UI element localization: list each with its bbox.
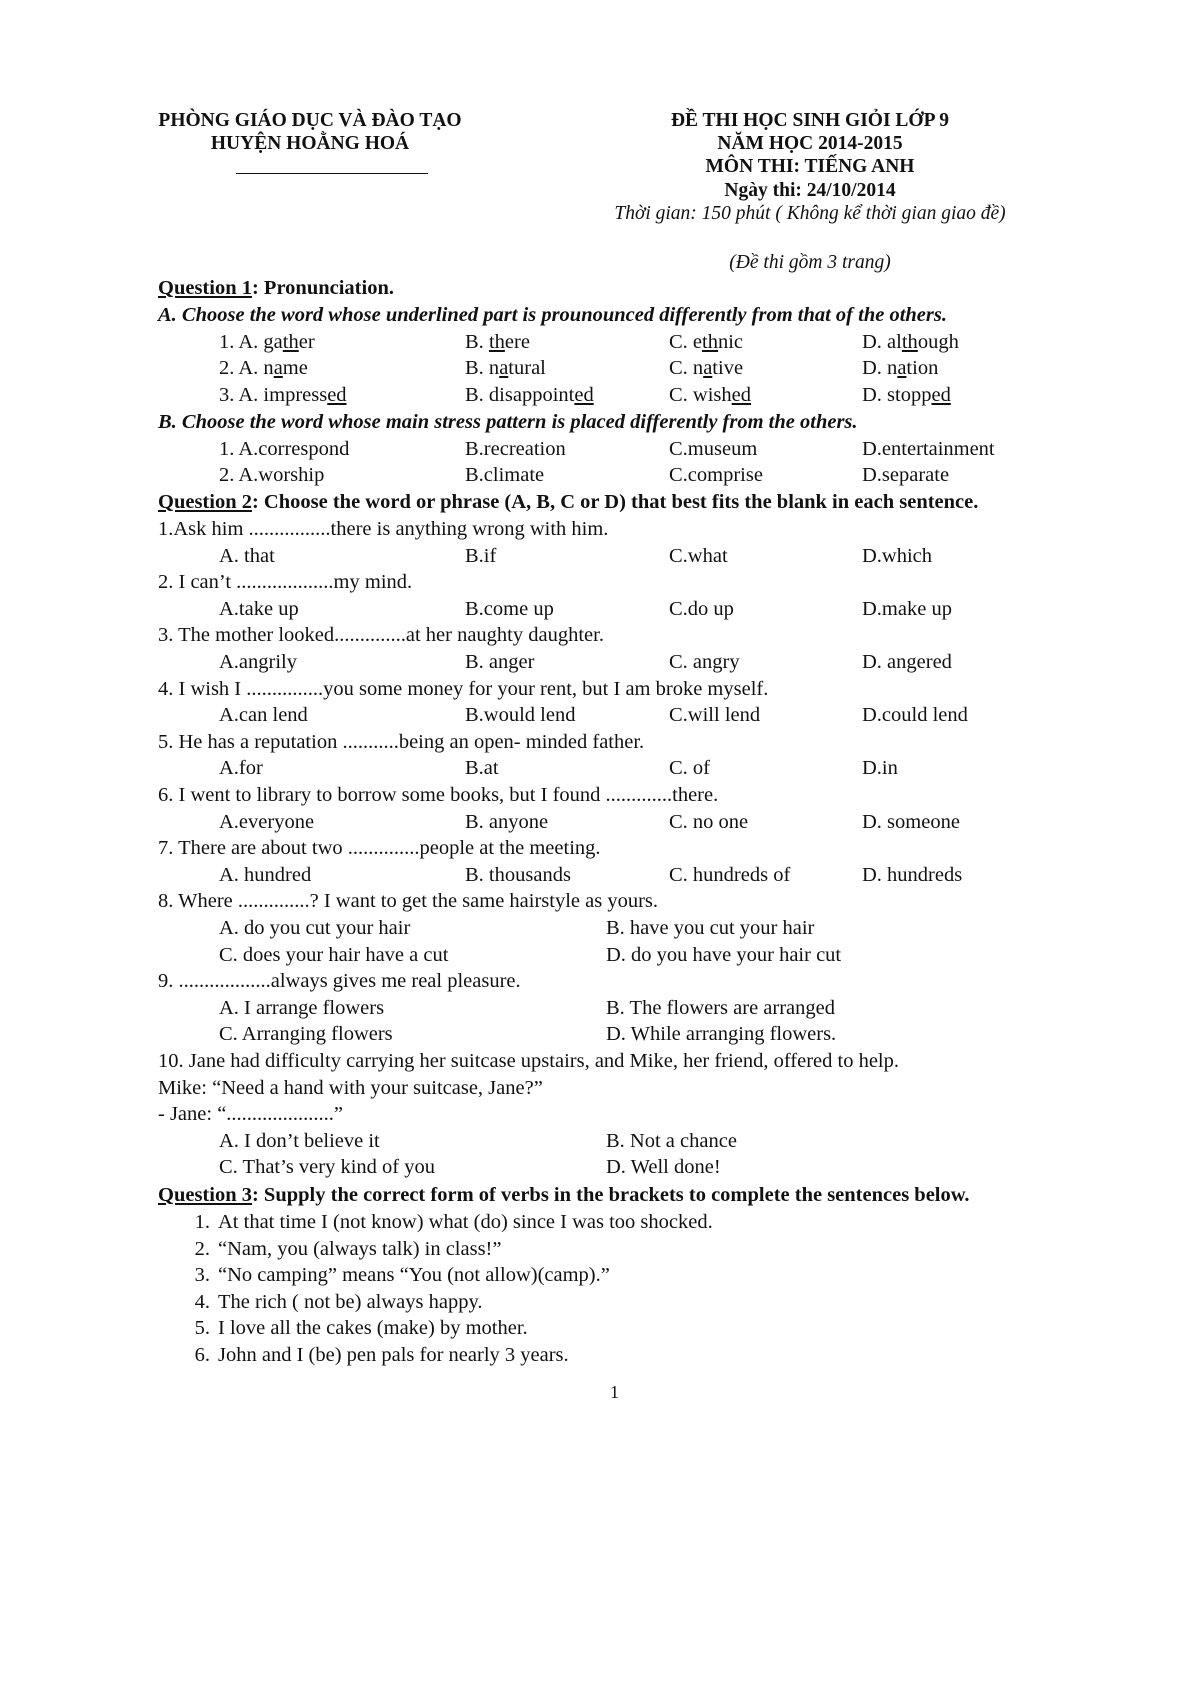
q2-item-2-option-d: D.make up [862,597,952,620]
q1a-3-option-c: C. wished [669,384,752,406]
q2-title: : Choose the word or phrase (A, B, C or D) that best fits the blank in each sentence. [251,491,979,513]
header-divider [236,173,428,174]
subject: MÔN THI: TIẾNG ANH [705,156,915,177]
q2-item-8-option-b: B. have you cut your hair [606,917,815,939]
q2-item-3-option-b: B. anger [465,651,535,673]
page-number: 1 [610,1382,619,1402]
q2-item-2-option-c: C.do up [669,597,734,620]
item-number: 2. [194,1237,210,1260]
q1b-1-option-a: 1. A.correspond [219,438,350,460]
q1a-2-option-b: B. natural [465,357,546,379]
item-text: At that time I (not know) what (do) since I was too shocked. [218,1211,713,1233]
school-dept-title: PHÒNG GIÁO DỤC VÀ ĐÀO TẠO [158,110,462,131]
q2-item-8-stem: 8. Where ..............? I want to get the same hairstyle as yours. [158,890,659,913]
q1-title: : Pronunciation. [251,277,394,299]
item-text: The rich ( not be) always happy. [218,1290,483,1313]
q1b-2-option-a: 2. A.worship [219,464,325,486]
q3-item-1 [180,1209,713,1235]
q1b-1-option-c: C.museum [669,438,758,460]
item-text: I love all the cakes (make) by mother. [218,1317,528,1340]
q2-item-1-option-d: D.which [862,544,933,567]
q1-part-b-instruction: B. Choose the word whose main stress pattern is placed differently from the others. [158,411,858,433]
q2-item-10-option-a: A. I don’t believe it [219,1129,380,1152]
q2-item-5-option-a: A.for [219,757,263,780]
q2-item-6-option-b: B. anyone [465,810,549,833]
q2-item-10-option-c: C. That’s very kind of you [219,1156,435,1179]
q2-item-10-stem-line-2: Mike: “Need a hand with your suitcase, Jane?” [158,1076,543,1099]
q2-item-9-option-d: D. While arranging flowers. [606,1023,837,1046]
item-number: 4. [194,1290,210,1313]
q1a-3-option-d: D. stopped [862,384,951,406]
q2-item-4-option-b: B.would lend [465,704,576,727]
q2-item-1-option-b: B.if [465,544,497,567]
q2-item-6-option-d: D. someone [862,810,960,833]
q2-item-6-option-a: A.everyone [219,810,315,833]
q2-item-7-stem: 7. There are about two ..............people at the meeting. [158,837,601,860]
q2-item-6-stem: 6. I went to library to borrow some books, but I found .............there. [158,784,719,806]
q1a-2-option-d: D. nation [862,357,939,379]
q1a-1-option-b: B. there [465,331,530,353]
q2-item-9-option-c: C. Arranging flowers [219,1023,393,1046]
q1b-1-option-d: D.entertainment [862,438,995,460]
q3-label: Question 3 [158,1184,252,1206]
q2-item-10-stem-line-3: - Jane: “.....................” [158,1103,344,1126]
page-count-note: (Đề thi gồm 3 trang) [729,252,891,273]
q2-item-2-option-b: B.come up [465,597,554,620]
q2-item-5-option-d: D.in [862,757,898,780]
q2-item-2-option-a: A.take up [219,597,299,620]
item-number: 5. [194,1317,210,1340]
underlined-part: th [702,331,718,353]
q3-item-5 [180,1315,528,1341]
q2-item-5-option-b: B.at [465,757,499,780]
q2-item-9-option-a: A. I arrange flowers [219,996,385,1019]
q1-part-a-instruction: A. Choose the word whose underlined part is prounounced differently from that of the others. [158,304,947,326]
underlined-part: th [282,331,299,353]
underlined-part: ed [931,384,951,406]
underlined-part: ed [574,384,594,406]
q2-item-8-option-d: D. do you have your hair cut [606,943,842,966]
q1a-2-option-c: C. native [669,357,744,379]
q2-item-6-option-c: C. no one [669,810,749,833]
exam-title: ĐỀ THI HỌC SINH GIỎI LỚP 9 [670,110,950,131]
q2-item-3-stem: 3. The mother looked..............at her naughty daughter. [158,624,604,647]
q2-item-1-option-a: A. that [219,544,275,567]
q2-item-4-option-c: C.will lend [669,704,761,727]
q2-item-5-stem: 5. He has a reputation ...........being an open- minded father. [158,730,645,753]
district-title: HUYỆN HOẰNG HOÁ [210,133,410,154]
q1-label: Question 1 [158,277,252,299]
q2-item-3-option-c: C. angry [669,651,740,673]
q3-item-2 [180,1236,502,1262]
item-text: “Nam, you (always talk) in class!” [218,1237,502,1260]
underlined-part: a [703,357,713,379]
q1a-3-option-b: B. disappointed [465,384,594,406]
q2-item-10-option-b: B. Not a chance [606,1129,737,1152]
q2-item-7-option-c: C. hundreds of [669,863,791,886]
item-number: 3. [194,1264,210,1287]
q2-item-8-option-c: C. does your hair have a cut [219,943,449,966]
q2-item-7-option-a: A. hundred [219,863,312,886]
q3-item-4 [180,1289,483,1315]
q2-label: Question 2 [158,491,252,513]
item-text: John and I (be) pen pals for nearly 3 years. [218,1344,569,1366]
q2-item-10-option-d: D. Well done! [606,1156,721,1179]
q2-item-1-stem: 1.Ask him ................there is anything wrong with him. [158,518,609,540]
q1a-3-option-a: 3. A. impressed [219,384,347,406]
q2-item-4-option-d: D.could lend [862,704,968,727]
q2-item-4-option-a: A.can lend [219,704,308,727]
q2-item-9-option-b: B. The flowers are arranged [606,996,836,1019]
q1b-2-option-c: C.comprise [669,464,763,486]
q3-title: : Supply the correct form of verbs in the brackets to complete the sentences below. [251,1184,970,1206]
q2-item-7-option-d: D. hundreds [862,863,963,886]
exam-duration: Thời gian: 150 phút ( Không kể thời gian giao đề) [614,203,1006,224]
q2-item-7-option-b: B. thousands [465,863,571,886]
item-number: 6. [194,1344,210,1366]
q2-item-2-stem: 2. I can’t ...................my mind. [158,571,413,594]
q2-item-10-stem-line-1: 10. Jane had difficulty carrying her suitcase upstairs, and Mike, her friend, offered to help. [158,1050,899,1072]
q2-item-1-option-c: C.what [669,544,728,567]
q2-heading [158,489,978,515]
q2-item-8-option-a: A. do you cut your hair [219,917,411,939]
exam-date: Ngày thi: 24/10/2014 [724,180,896,201]
underlined-part: a [273,357,283,379]
q2-item-3-option-d: D. angered [862,651,952,673]
underlined-part: th [901,331,918,353]
q2-item-3-option-a: A.angrily [219,651,297,673]
underlined-part: a [897,357,907,379]
underlined-part: ed [327,384,347,406]
underlined-part: ed [731,384,752,406]
q1a-1-option-a: 1. A. gather [219,331,315,353]
q1b-2-option-b: B.climate [465,464,545,486]
q3-item-6 [180,1342,569,1368]
q1a-2-option-a: 2. A. name [219,357,308,379]
underlined-part: a [499,357,509,379]
q3-item-3 [180,1262,610,1288]
underlined-part: th [488,331,505,353]
q1a-1-option-c: C. ethnic [669,331,744,353]
q2-item-5-option-c: C. of [669,757,710,780]
q2-item-9-stem: 9. ..................always gives me real pleasure. [158,970,521,993]
q1-heading [158,275,394,301]
item-text: “No camping” means “You (not allow)(camp).” [218,1264,610,1287]
q2-item-4-stem: 4. I wish I ...............you some money for your rent, but I am broke myself. [158,677,769,700]
school-year: NĂM HỌC 2014-2015 [717,133,903,154]
q1b-1-option-b: B.recreation [465,438,566,460]
q1a-1-option-d: D. although [862,331,959,353]
item-number: 1. [194,1211,210,1233]
q3-heading [158,1182,970,1208]
q1b-2-option-d: D.separate [862,464,950,486]
